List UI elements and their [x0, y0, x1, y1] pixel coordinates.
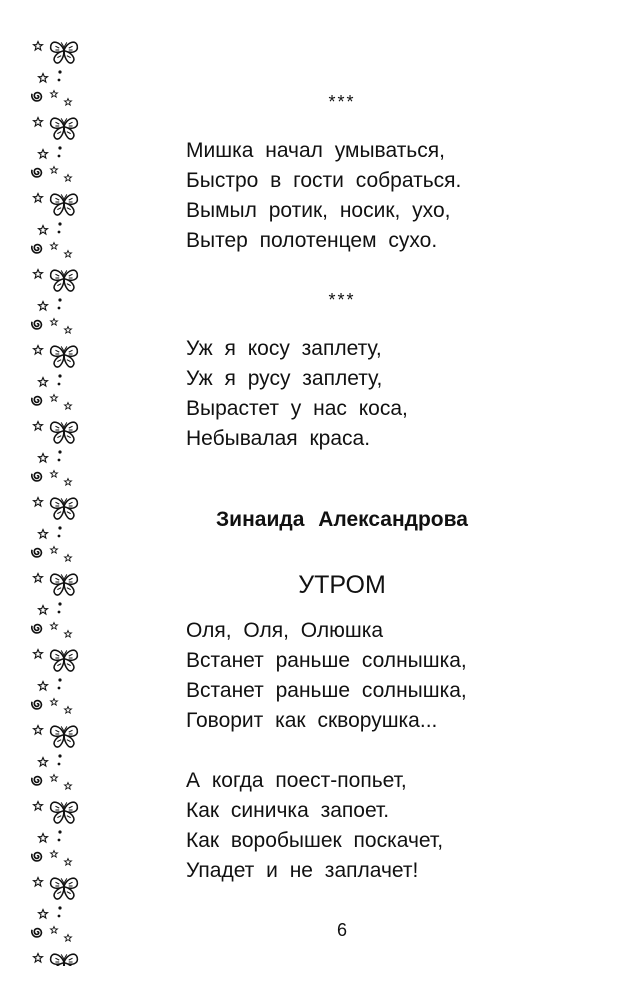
- poem-line: Вымыл ротик, носик, ухо,: [186, 199, 451, 222]
- poem-3-stanza-2: [186, 766, 443, 886]
- poem-line: Как воробышек поскачет,: [186, 829, 444, 852]
- poem-line: Уж я косу заплету,: [186, 337, 382, 360]
- poem-separator-1: ***: [328, 92, 356, 112]
- poem-line: Вытер полотенцем сухо.: [186, 229, 438, 252]
- poem-line: Вырастет у нас коса,: [186, 397, 408, 420]
- poem-title: УТРОМ: [298, 571, 386, 599]
- poem-line: Оля, Оля, Олюшка: [186, 619, 384, 642]
- poem-3-stanza-1: [186, 616, 467, 736]
- poem-separator-2: ***: [328, 290, 356, 310]
- poem-line: Говорит как скворушка...: [186, 709, 438, 732]
- poem-line: Как синичка запоет.: [186, 799, 390, 822]
- poem-2-stanza: [186, 334, 408, 454]
- poem-1-stanza: [186, 136, 461, 256]
- poem-author: Зинаида Александрова: [216, 508, 468, 531]
- poem-line: Уж я русу заплету,: [186, 367, 383, 390]
- poem-line: Встанет раньше солнышка,: [186, 649, 467, 672]
- poem-line: Мишка начал умываться,: [186, 139, 445, 162]
- page-number: 6: [336, 920, 347, 940]
- poem-line: Встанет раньше солнышка,: [186, 679, 467, 702]
- poem-line: Быстро в гости собраться.: [186, 169, 462, 192]
- poem-line: Небывалая краса.: [186, 427, 371, 450]
- poem-line: А когда поест-попьет,: [186, 769, 407, 792]
- poem-line: Упадет и не заплачет!: [186, 859, 419, 882]
